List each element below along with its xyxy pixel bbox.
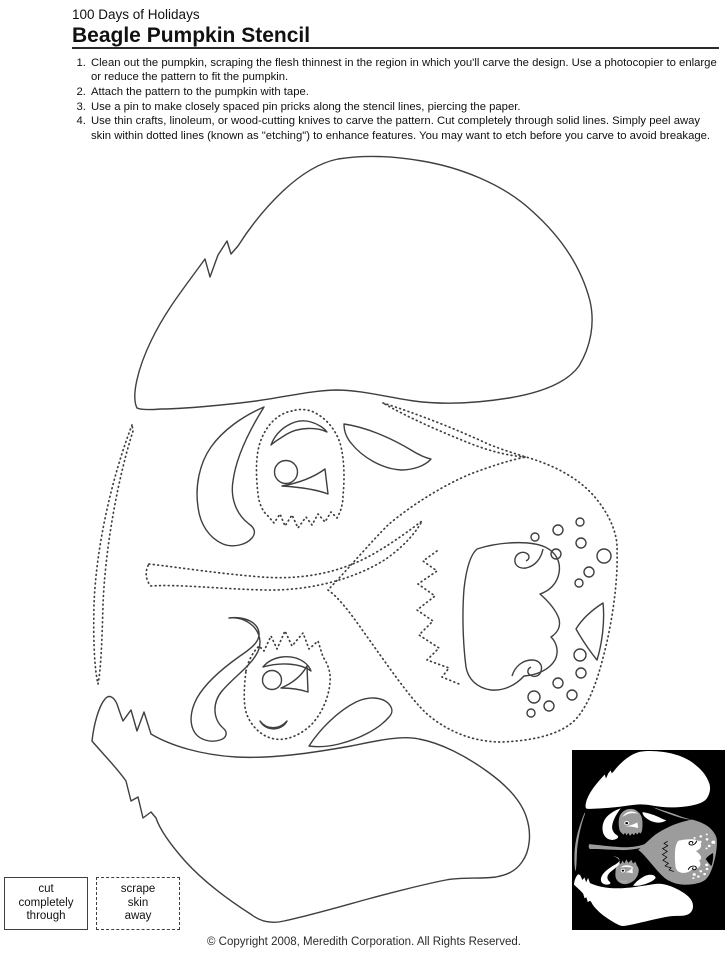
header-divider: [72, 47, 719, 49]
legend-scrape-line: skin: [127, 896, 149, 909]
legend-cut-line: completely: [18, 896, 74, 909]
legend-cut-line: through: [26, 910, 66, 923]
instruction-step: 4. Use thin crafts, linoleum, or wood-cutting knives to carve the pattern. Cut completely through solid lines. Simply peel away skin within dotted lines (known as "etching") to enhance features. You may want to etch before you carve to avoid breakage.: [89, 114, 722, 142]
instruction-step: 3. Use a pin to make closely spaced pin pricks along the stencil lines, piercing the paper.: [89, 100, 722, 114]
legend-scrape-box: [96, 877, 180, 930]
carved-preview-image: [572, 750, 725, 930]
legend-scrape-line: scrape: [120, 883, 156, 896]
legend-cut-line: cut: [38, 883, 54, 896]
page-title: Beagle Pumpkin Stencil: [72, 24, 311, 47]
series-title: 100 Days of Holidays: [72, 7, 200, 22]
instruction-step: 1. Clean out the pumpkin, scraping the flesh thinnest in the region in which you'll carve the design. Use a photocopier to enlarge or reduce the pattern to fit the pumpkin.: [89, 56, 722, 84]
copyright-text: © Copyright 2008, Meredith Corporation. All Rights Reserved.: [206, 936, 521, 948]
legend-cut-box: [4, 877, 88, 930]
legend-scrape-line: away: [124, 910, 152, 923]
instruction-step: 2. Attach the pattern to the pumpkin with tape.: [89, 85, 722, 99]
page-header: [72, 7, 720, 48]
instructions-section: [72, 56, 722, 143]
instructions-list: [72, 56, 722, 143]
